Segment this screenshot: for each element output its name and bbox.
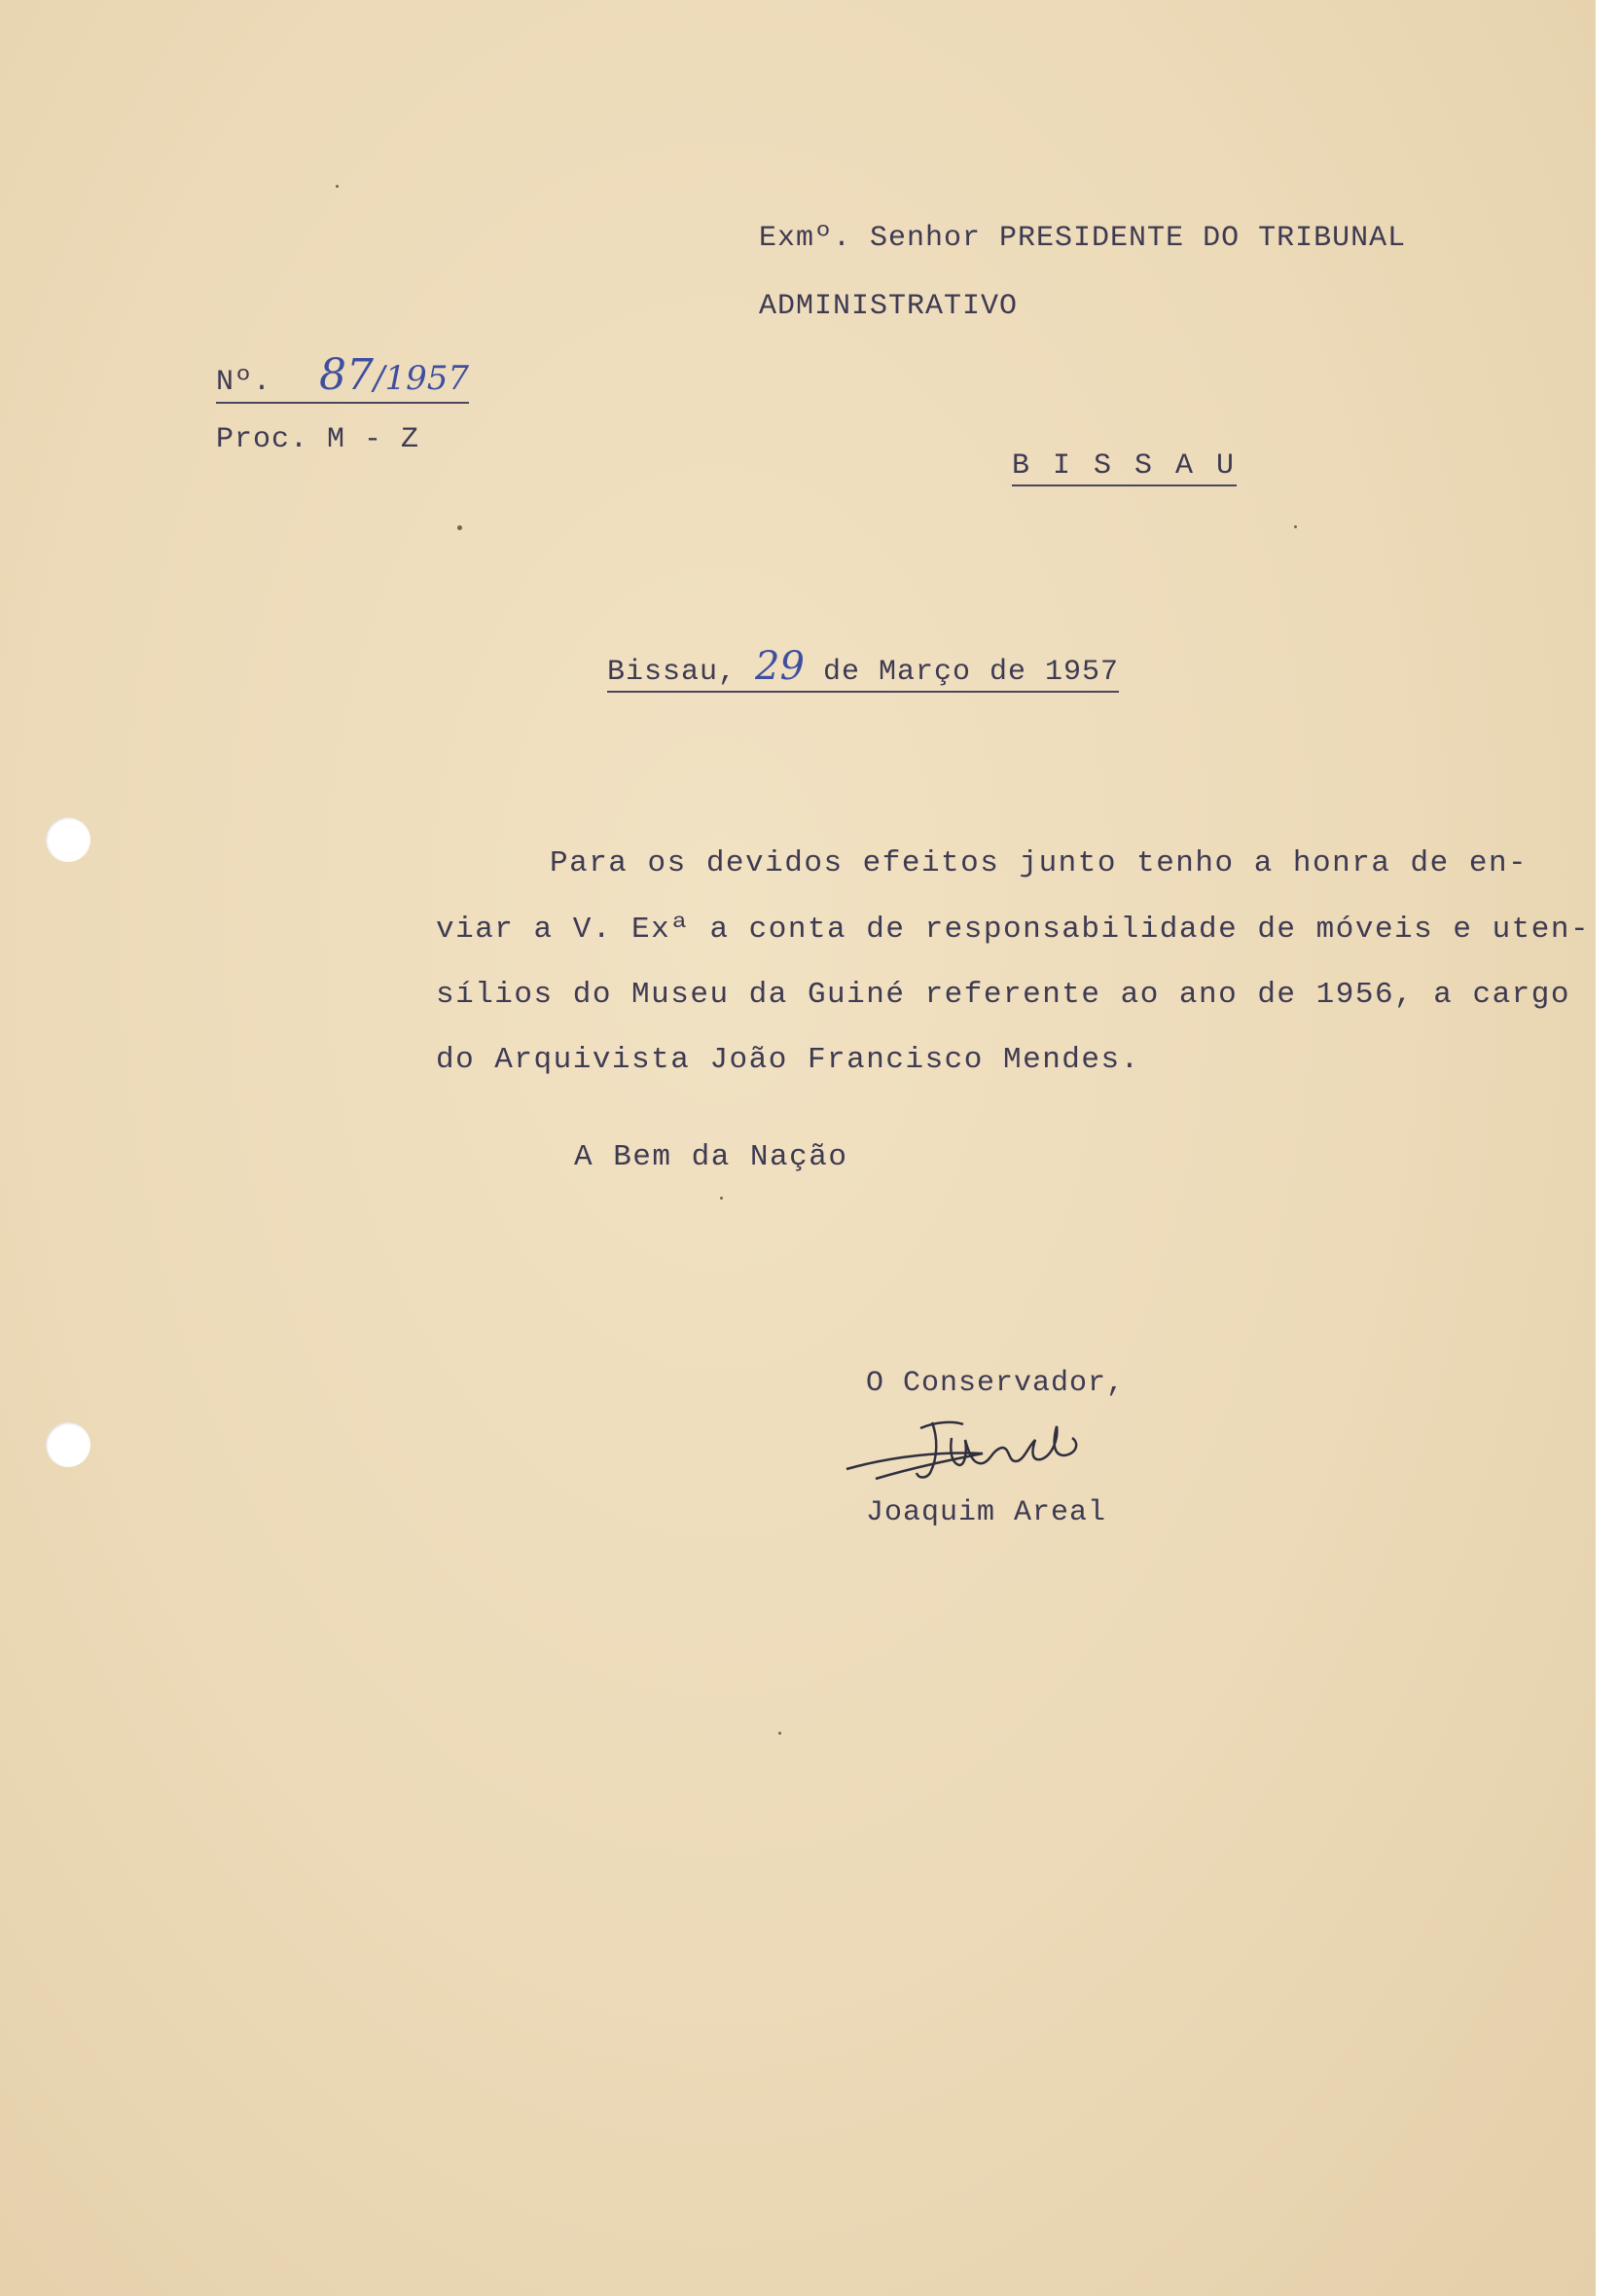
closing-formula: A Bem da Nação: [574, 1140, 848, 1174]
reference-number-year: /1957: [374, 359, 470, 398]
handwritten-signature: [837, 1409, 1148, 1496]
body-line-4: do Arquivista João Francisco Mendes.: [436, 1043, 1140, 1077]
body-line-1: Para os devidos efeitos junto tenho a honra de en-: [550, 846, 1529, 880]
reference-number: [216, 350, 469, 404]
reference-number-prefix: Nº.: [216, 366, 272, 399]
body-line-2: viar a V. Exª a conta de responsabilidade de móveis e uten-: [436, 913, 1591, 947]
signature-title: O Conservador,: [866, 1367, 1126, 1400]
addressee-line-2: ADMINISTRATIVO: [759, 290, 1019, 323]
paper-speck: [336, 185, 339, 188]
body-line-3: sílios do Museu da Guiné referente ao ano de 1956, a cargo: [436, 978, 1570, 1012]
dateline-rest: de Março de 1957: [822, 656, 1120, 689]
signatory-name: Joaquim Areal: [866, 1496, 1107, 1529]
addressee-line-1: Exmº. Senhor PRESIDENTE DO TRIBUNAL: [759, 222, 1407, 255]
paper-speck: [1294, 525, 1297, 528]
dateline-place: Bissau,: [607, 656, 738, 689]
paper-speck: [720, 1197, 723, 1200]
addressee-city: B I S S A U: [1012, 449, 1237, 486]
punch-hole-bottom: [46, 1422, 90, 1467]
dateline-day-handwritten: 29: [755, 644, 805, 689]
paper-speck: [457, 525, 462, 530]
paper-speck: [778, 1732, 781, 1735]
dateline: [607, 644, 1119, 693]
process-reference: Proc. M - Z: [216, 423, 420, 456]
reference-number-handwritten: 87: [319, 350, 375, 400]
scan-edge: [1596, 0, 1619, 2296]
punch-hole-top: [46, 817, 90, 862]
